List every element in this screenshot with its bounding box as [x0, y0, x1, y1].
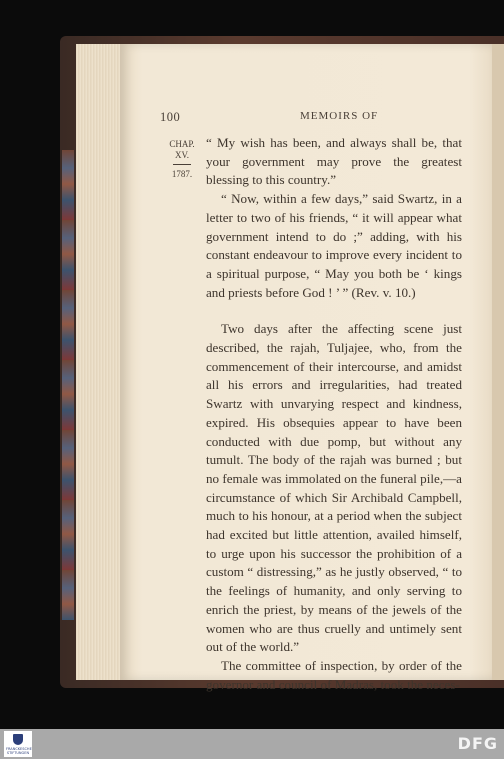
facing-page-edge [492, 44, 504, 680]
margin-note [164, 139, 200, 180]
shield-icon [13, 734, 23, 745]
logo-caption: FRANCKESCHE STIFTUNGEN [6, 747, 32, 755]
page-stack [76, 44, 122, 680]
margin-chap: CHAP. [169, 139, 195, 149]
dfg-logo[interactable]: DFG [457, 734, 498, 753]
page-number: 100 [160, 110, 181, 124]
marbled-edge [62, 150, 74, 620]
paragraph: “ My wish has been, and always shall be, that your government may prove the greatest blessing to this country.” [206, 135, 462, 188]
margin-rule [173, 164, 191, 165]
viewer-footer-bar [0, 729, 504, 759]
margin-year: 1787. [171, 169, 193, 179]
paragraph: Two days after the affecting scene just described, the rajah, Tuljajee, who, from the commencement of their intercourse, and amidst all his errors and irregularities, had treated Swartz with unvarying respect and kindness, expired. His obsequies appear to have been conducted with due pomp, but without any tumult. The body of the rajah was burned ; but no female was immolated on the funeral pile,—a circumstance of which Sir Archibald Campbell, much to his honour, at a period when the subject had excited but little attention, availed himself, to urge upon his successor the prohibition of a custom “ distressing,” as he justly observed, “ to the feelings of humanity, and only serving to enrich the priest, by means of the jewels of the women who are thus cruelly and untimely sent out of the world.” [206, 321, 462, 655]
paragraph: “ Now, within a few days,” said Swartz, in a letter to two of his friends, “ it will appear what government intend to do ;” adding, with his constant endeavour to improve every incident to a spiritual purpose, “ May you both be ‘ kings and priests before God ! ’ ” (Rev. v. 10.) [206, 191, 462, 300]
paragraph: The committee of inspection, by order of the governor and council of Madras, took the neces- [206, 657, 462, 692]
margin-chap-number: XV. [174, 150, 190, 160]
running-head: MEMOIRS OF [300, 110, 379, 122]
franckesche-stiftungen-logo[interactable] [4, 731, 32, 757]
body-text [206, 134, 462, 694]
